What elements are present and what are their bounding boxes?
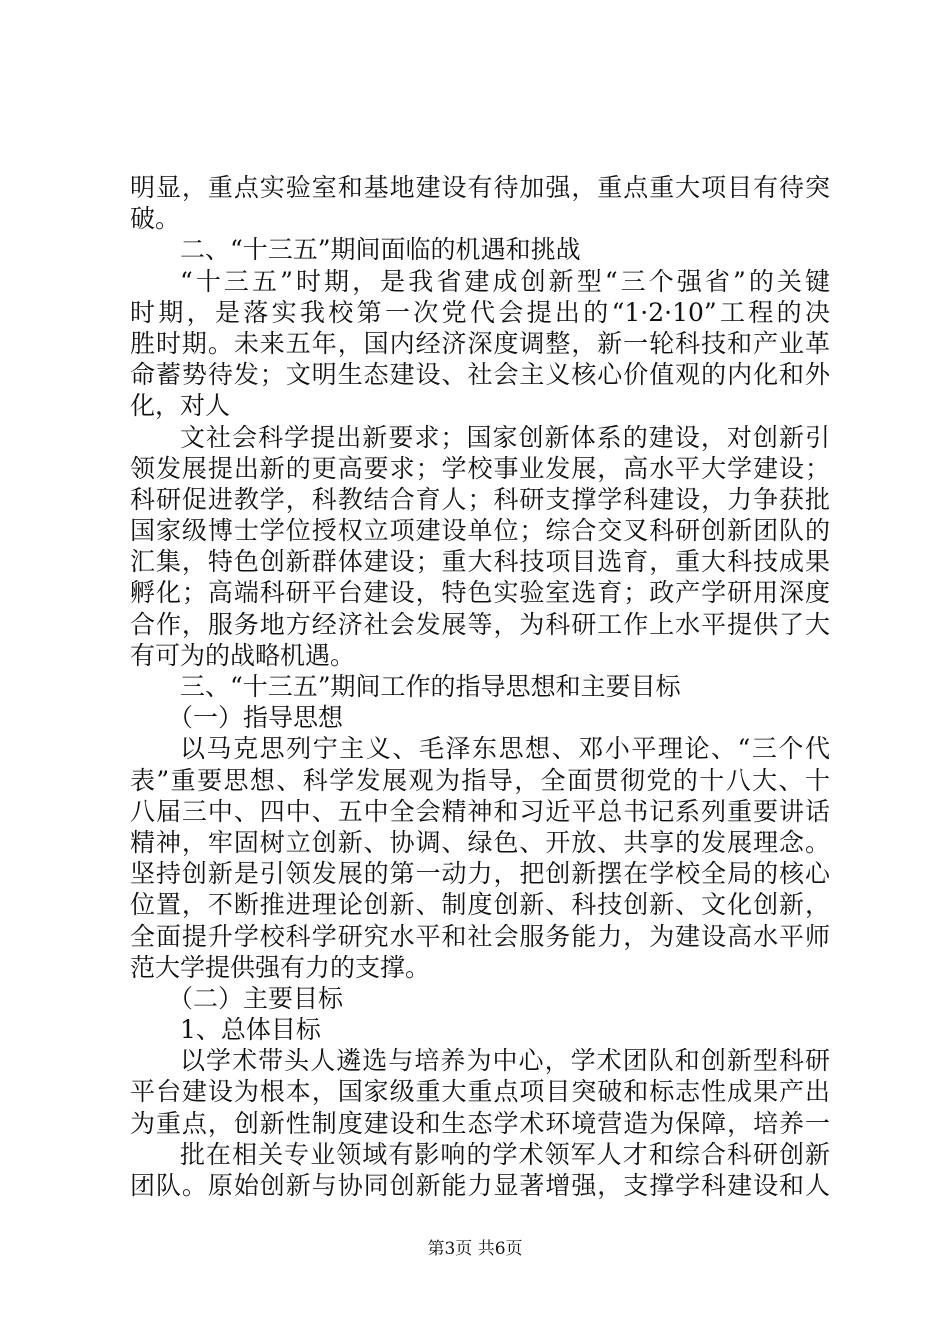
text-line: 国家级博士学位授权立项建设单位；综合交叉科研创新团队的	[130, 516, 830, 546]
text-line: 全面提升学校科学研究水平和社会服务能力，为建设高水平师	[130, 921, 830, 951]
text-line: （二）主要目标	[168, 983, 344, 1013]
text-line: 文社会科学提出新要求；国家创新体系的建设，对创新引	[180, 422, 830, 452]
text-line: “十三五”时期，是我省建成创新型“三个强省”的关键	[180, 266, 830, 296]
text-line: 精神，牢固树立创新、协调、绿色、开放、共享的发展理念。	[130, 827, 830, 857]
text-line: 破。	[130, 204, 181, 234]
text-line: 胜时期。未来五年，国内经济深度调整，新一轮科技和产业革	[130, 328, 830, 358]
text-line: 明显，重点实验室和基地建设有待加强，重点重大项目有待突	[130, 173, 830, 202]
text-line: 坚持创新是引领发展的第一动力，把创新摆在学校全局的核心	[130, 859, 830, 889]
page-footer: 第3页 共6页	[427, 1239, 523, 1259]
text-line: 有可为的战略机遇。	[130, 640, 356, 670]
text-line: 命蓄势待发；文明生态建设、社会主义核心价值观的内化和外	[130, 360, 830, 390]
text-line: 范大学提供强有力的支撑。	[130, 952, 431, 982]
text-line: 表”重要思想、科学发展观为指导，全面贯彻党的十八大、十	[130, 765, 830, 795]
text-line: 平台建设为根本，国家级重大重点项目突破和标志性成果产出	[130, 1077, 830, 1107]
text-line: 1、总体目标	[180, 1015, 321, 1045]
text-line: 领发展提出新的更高要求；学校事业发展，高水平大学建设；	[130, 453, 830, 483]
text-line: 批在相关专业领域有影响的学术领军人才和综合科研创新	[180, 1139, 830, 1169]
text-line: 以学术带头人遴选与培养为中心，学术团队和创新型科研	[180, 1046, 830, 1076]
text-line: 八届三中、四中、五中全会精神和习近平总书记系列重要讲话	[130, 796, 830, 826]
text-line: 二、“十三五”期间面临的机遇和挑战	[180, 235, 581, 265]
text-line: 化，对人	[130, 391, 231, 421]
text-line: 团队。原始创新与协同创新能力显著增强，支撑学科建设和人	[130, 1171, 830, 1200]
text-line: 三、“十三五”期间工作的指导思想和主要目标	[180, 672, 681, 701]
text-line: 以马克思列宁主义、毛泽东思想、邓小平理论、“三个代	[180, 734, 830, 764]
text-line: 为重点，创新性制度建设和生态学术环境营造为保障，培养一	[130, 1108, 830, 1138]
text-line: 位置，不断推进理论创新、制度创新、科技创新、文化创新，	[130, 890, 830, 920]
text-line: 时期，是落实我校第一次党代会提出的“1·2·10”工程的决	[130, 297, 830, 327]
text-line: 汇集，特色创新群体建设；重大科技项目选育，重大科技成果	[130, 547, 830, 577]
text-line: 科研促进教学，科教结合育人；科研支撑学科建设，力争获批	[130, 484, 830, 514]
text-line: 孵化；高端科研平台建设，特色实验室选育；政产学研用深度	[130, 578, 830, 608]
text-line: 合作，服务地方经济社会发展等，为科研工作上水平提供了大	[130, 609, 830, 639]
body-text	[130, 172, 830, 1201]
text-line: （一）指导思想	[168, 703, 344, 733]
